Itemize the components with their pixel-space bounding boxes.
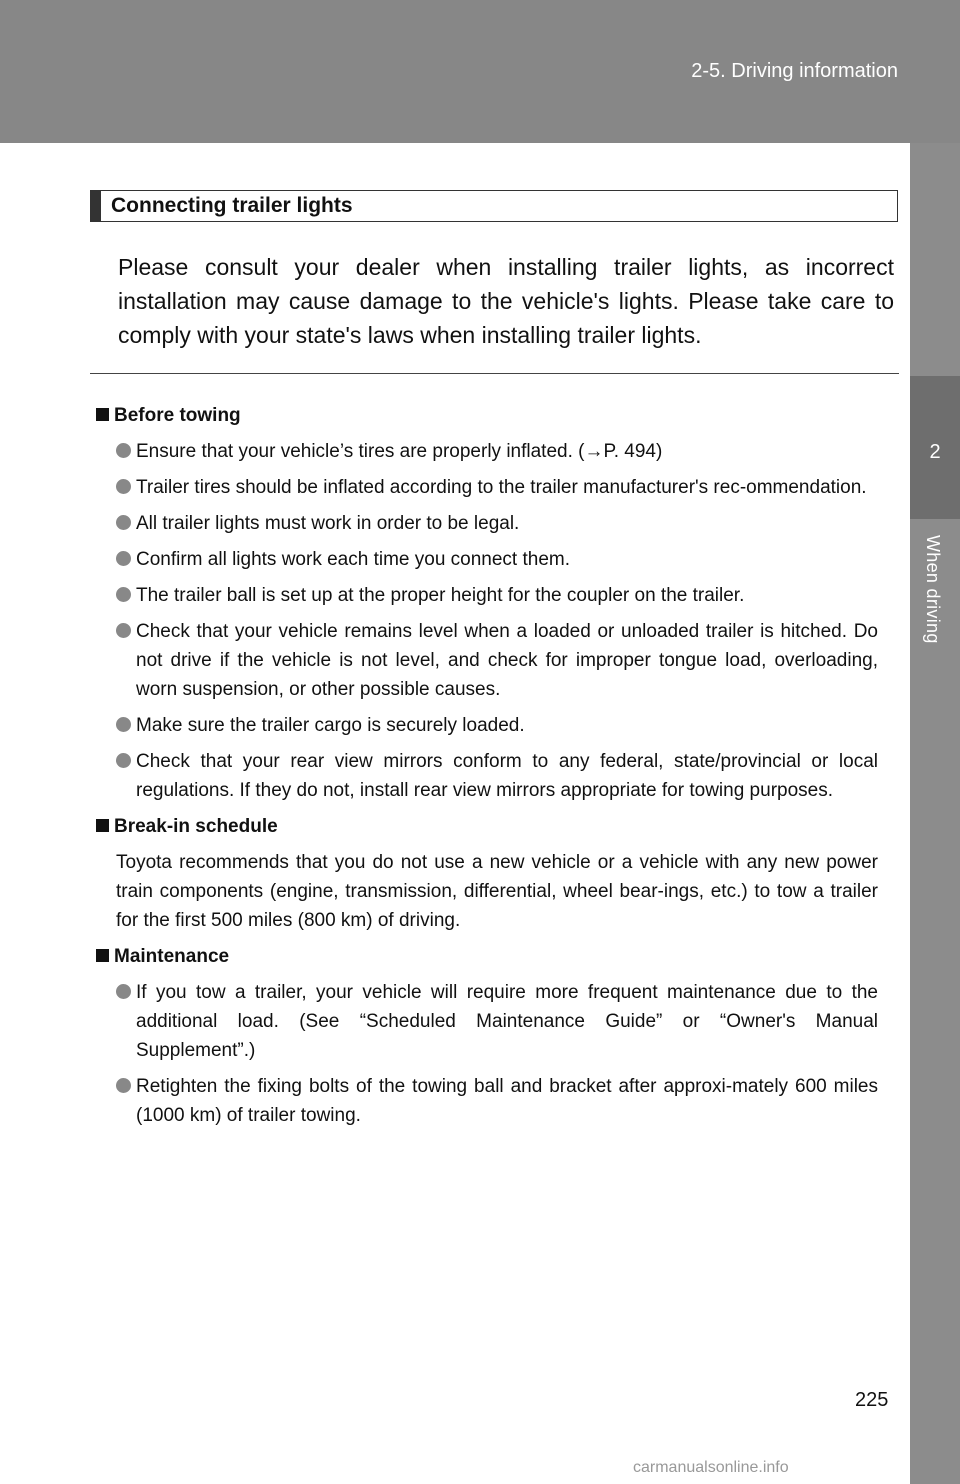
main-content [116, 401, 878, 1137]
circle-bullet-icon [116, 1078, 131, 1093]
list-item: Check that your rear view mirrors conform to any federal, state/provincial or local regulations. If they do not, install rear view mirrors appropriate for towing purposes. [116, 747, 878, 805]
square-bullet-icon [96, 949, 109, 962]
break-in-text: Toyota recommends that you do not use a new vehicle or a vehicle with any new power train components (engine, transmission, differential, wheel bear-ings, etc.) to tow a trailer for the first 500 miles (800 km) of driving. [116, 852, 878, 931]
list-item: Retighten the fixing bolts of the towing ball and bracket after approxi-mately 600 miles (1000 km) of trailer towing. [116, 1072, 878, 1130]
section-title-box [90, 190, 898, 222]
section-breadcrumb: 2-5. Driving information [691, 60, 898, 82]
list-item: Trailer tires should be inflated according to the trailer manufacturer's rec-ommendation. [116, 473, 878, 502]
maintenance-heading-text: Maintenance [114, 946, 230, 967]
list-item: All trailer lights must work in order to be legal. [116, 509, 878, 538]
section-marker [91, 191, 101, 221]
section-title: Connecting trailer lights [111, 194, 353, 217]
circle-bullet-icon [116, 717, 131, 732]
page-header [0, 0, 960, 143]
circle-bullet-icon [116, 623, 131, 638]
circle-bullet-icon [116, 443, 131, 458]
list-item: Check that your vehicle remains level when a loaded or unloaded trailer is hitched. Do not drive if the vehicle is not level, and check for improper tongue load, overloading, worn suspension, or other possible causes. [116, 617, 878, 704]
before-towing-heading [114, 401, 878, 430]
circle-bullet-icon [116, 984, 131, 999]
watermark: carmanualsonline.info [633, 1459, 789, 1476]
circle-bullet-icon [116, 551, 131, 566]
break-in-heading [114, 812, 878, 841]
divider-line [90, 373, 899, 374]
list-item: The trailer ball is set up at the proper height for the coupler on the trailer. [116, 581, 878, 610]
list-item: Ensure that your vehicle’s tires are properly inflated. (→P. 494) [116, 437, 878, 466]
chapter-number: 2 [929, 441, 941, 463]
circle-bullet-icon [116, 515, 131, 530]
page-number: 225 [855, 1389, 889, 1411]
list-item: Confirm all lights work each time you connect them. [116, 545, 878, 574]
intro-paragraph: Please consult your dealer when installing trailer lights, as incorrect installation may cause damage to the vehicle's lights. Please take care to comply with your state's laws when installing trailer lights. [118, 254, 894, 348]
chapter-label: When driving [923, 535, 943, 644]
square-bullet-icon [96, 408, 109, 421]
maintenance-heading [114, 942, 878, 971]
circle-bullet-icon [116, 587, 131, 602]
chapter-side-tab [910, 143, 960, 1484]
list-item: If you tow a trailer, your vehicle will require more frequent maintenance due to the additional load. (See “Scheduled Maintenance Guide” or “Owner's Manual Supplement”.) [116, 978, 878, 1065]
break-in-heading-text: Break-in schedule [114, 816, 278, 837]
square-bullet-icon [96, 819, 109, 832]
circle-bullet-icon [116, 479, 131, 494]
before-towing-heading-text: Before towing [114, 405, 241, 426]
list-item: Make sure the trailer cargo is securely loaded. [116, 711, 878, 740]
circle-bullet-icon [116, 753, 131, 768]
